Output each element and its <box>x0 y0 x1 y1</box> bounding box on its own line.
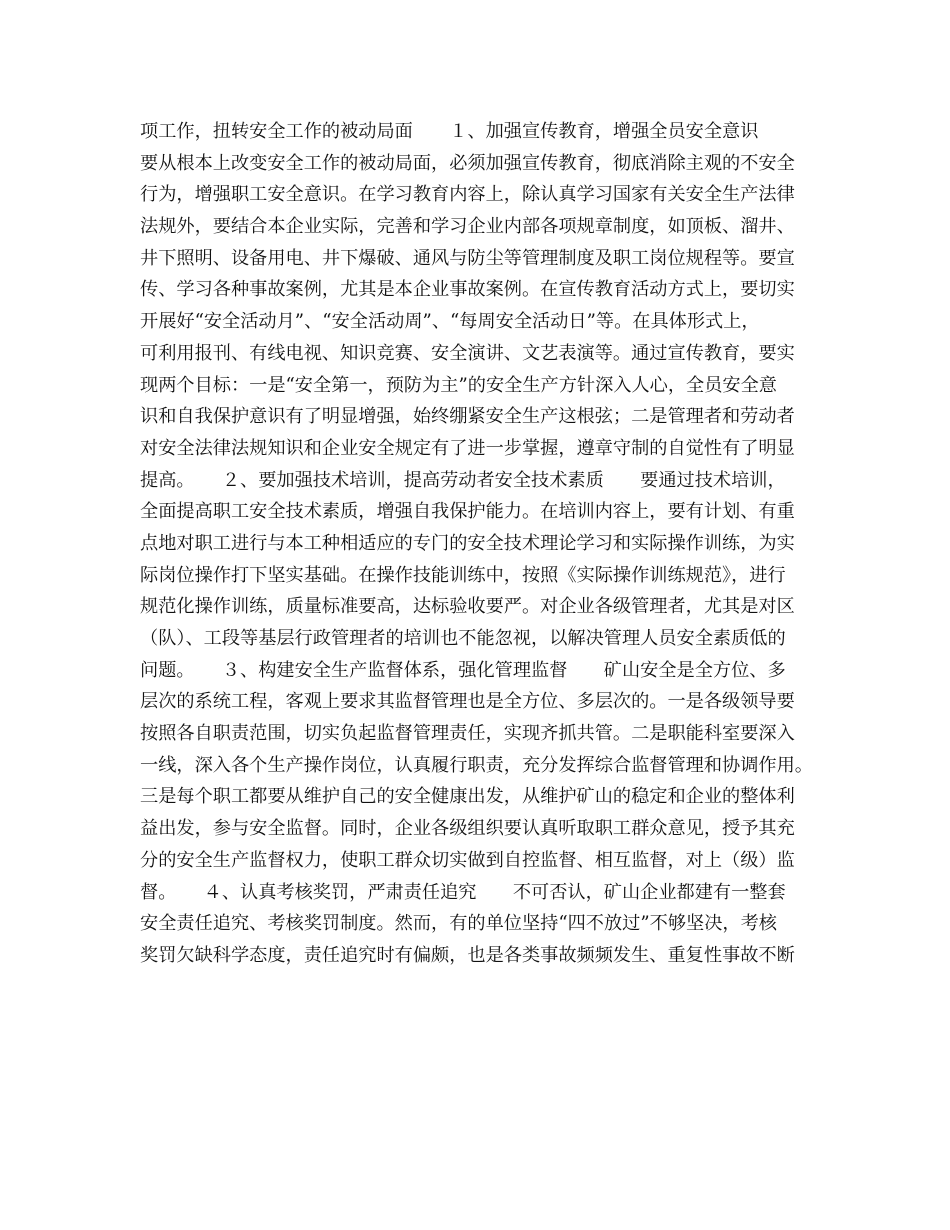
text-line: 识和自我保护意识有了明显增强，始终绷紧安全生产这根弦；二是管理者和劳动者 <box>140 406 795 428</box>
text-line: 奖罚欠缺科学态度，责任追究时有偏颇，也是各类事故频频发生、重复性事故不断 <box>140 944 795 966</box>
text-line: 三是每个职工都要从维护自己的安全健康出发，从维护矿山的稳定和企业的整体利 <box>140 786 795 808</box>
text-line: 可利用报刊、有线电视、知识竞赛、安全演讲、文艺表演等。通过宣传教育，要实 <box>140 342 795 364</box>
text-line: 规范化操作训练，质量标准要高，达标验收要严。对企业各级管理者，尤其是对区 <box>140 596 795 618</box>
text-line: 际岗位操作打下坚实基础。在操作技能训练中，按照《实际操作训练规范》，进行 <box>140 564 786 586</box>
text-line: 安全责任追究、考核奖罚制度。然而，有的单位坚持“四不放过”不够坚决，考核 <box>140 913 777 935</box>
text-line: 法规外，要结合本企业实际，完善和学习企业内部各项规章制度，如顶板、溜井、 <box>140 216 795 238</box>
text-line: 提高。 ２、要加强技术培训，提高劳动者安全技术素质 要通过技术培训， <box>140 469 786 491</box>
text-line: 传、学习各种事故案例，尤其是本企业事故案例。在宣传教育活动方式上，要切实 <box>140 279 795 301</box>
text-line: 益出发，参与安全监督。同时，企业各级组织要认真听取职工群众意见，授予其充 <box>140 818 795 840</box>
text-line: （队）、工段等基层行政管理者的培训也不能忽视，以解决管理人员安全素质低的 <box>140 628 786 649</box>
text-line: 开展好“安全活动月”、“安全活动周”、“每周安全活动日”等。在具体形式上， <box>140 311 760 333</box>
text-line: 督。 ４、认真考核奖罚，严肃责任追究 不可否认，矿山企业都建有一整套 <box>140 881 786 903</box>
text-line: 井下照明、设备用电、井下爆破、通风与防尘等管理制度及职工岗位规程等。要宣 <box>140 247 795 269</box>
text-line: 全面提高职工安全技术素质，增强自我保护能力。在培训内容上，要有计划、有重 <box>140 501 795 523</box>
text-line: 行为，增强职工安全意识。在学习教育内容上，除认真学习国家有关安全生产法律 <box>140 184 795 206</box>
body-text <box>140 116 820 972</box>
text-line: 一线，深入各个生产操作岗位，认真履行职责，充分发挥综合监督管理和协调作用。 <box>140 754 813 776</box>
text-line: 对安全法律法规知识和企业安全规定有了进一步掌握，遵章守制的自觉性有了明显 <box>140 437 795 459</box>
text-line: 分的安全生产监督权力，使职工群众切实做到自控监督、相互监督，对上（级）监 <box>140 849 795 871</box>
text-line: 按照各自职责范围，切实负起监督管理责任，实现齐抓共管。二是职能科室要深入 <box>140 723 795 745</box>
text-line: 层次的系统工程，客观上要求其监督管理也是全方位、多层次的。一是各级领导要 <box>140 691 795 713</box>
text-line: 问题。 ３、构建安全生产监督体系，强化管理监督 矿山安全是全方位、多 <box>140 659 786 681</box>
text-line: 点地对职工进行与本工种相适应的专门的安全技术理论学习和实际操作训练，为实 <box>140 532 795 554</box>
text-line: 项工作，扭转安全工作的被动局面 １、加强宣传教育，增强全员安全意识 <box>140 121 759 142</box>
text-line: 要从根本上改变安全工作的被动局面，必须加强宣传教育，彻底消除主观的不安全 <box>140 152 795 174</box>
text-line: 现两个目标：一是“安全第一，预防为主”的安全生产方针深入人心，全员安全意 <box>140 374 777 396</box>
